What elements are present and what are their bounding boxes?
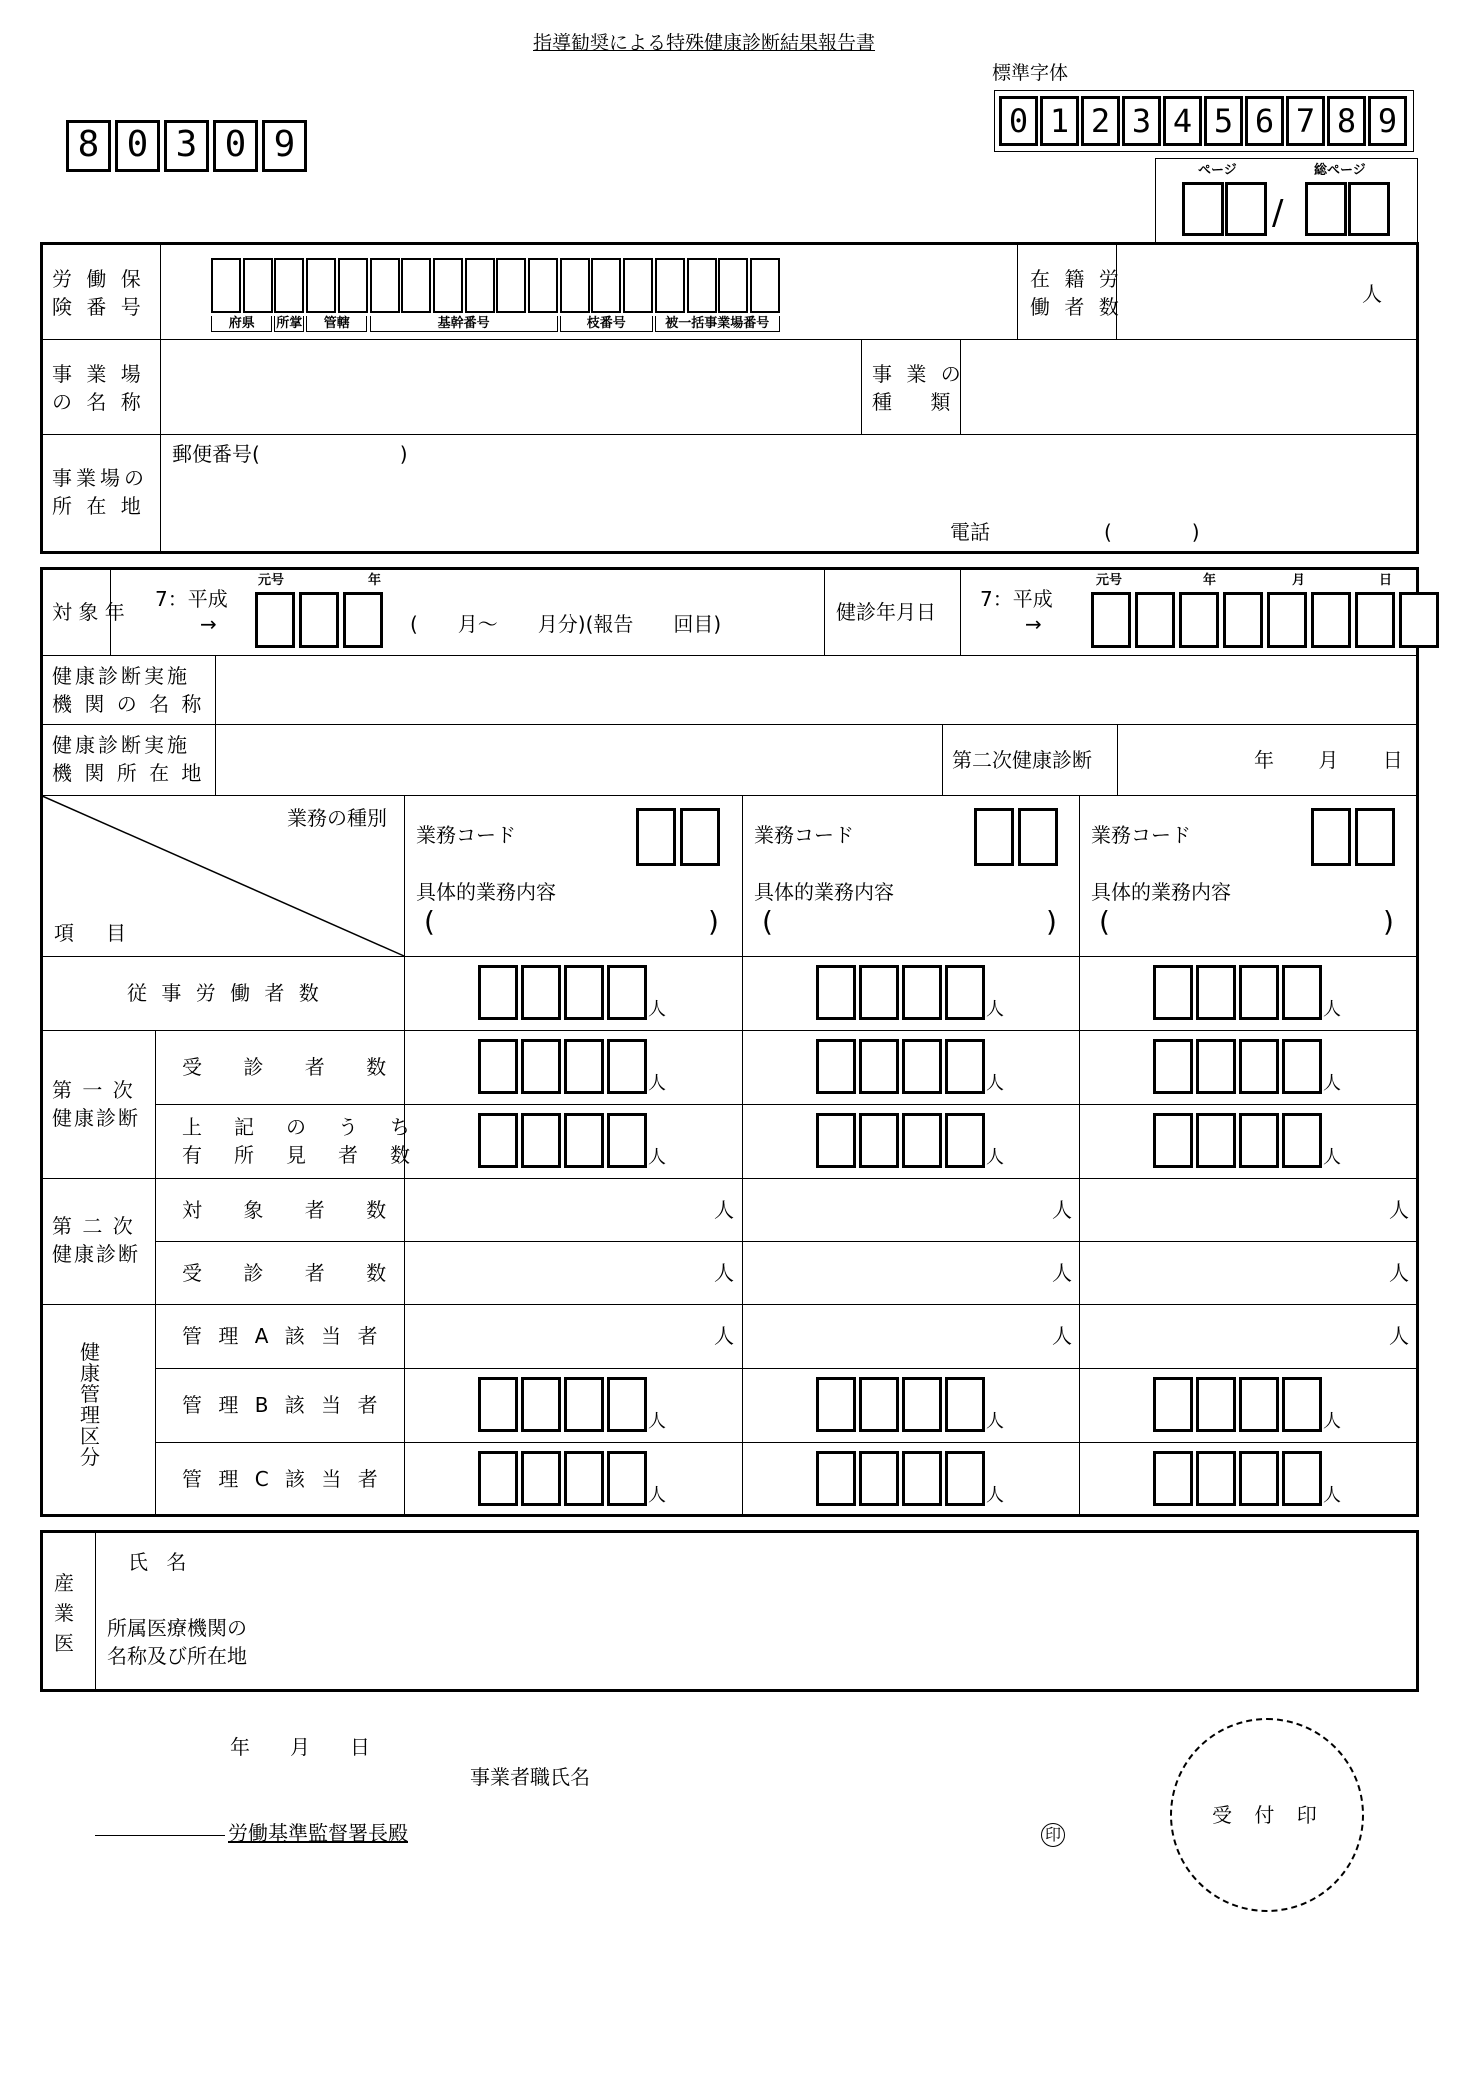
- exam-year-label: 年: [1203, 573, 1217, 588]
- exam-date-input[interactable]: [1135, 592, 1175, 648]
- mgmt-b-unit: 人: [1323, 1411, 1341, 1432]
- first-examinees-unit: 人: [1323, 1073, 1341, 1094]
- target-era-label: 7：平成: [155, 587, 228, 611]
- first-findings-digit-box[interactable]: [1153, 1113, 1193, 1168]
- standard-font-digit: 9: [1368, 96, 1407, 146]
- second-examinees-label: 受 診 者 数: [182, 1261, 392, 1285]
- first-findings-digit-box[interactable]: [607, 1113, 647, 1168]
- first-examinees-digit-box[interactable]: [1239, 1039, 1279, 1094]
- second-examinees-unit: 人: [714, 1261, 734, 1285]
- first-findings-digit-box[interactable]: [902, 1113, 942, 1168]
- insurance-number-box[interactable]: [243, 258, 273, 313]
- exam-date-input[interactable]: [1399, 592, 1439, 648]
- exam-date-input[interactable]: [1267, 592, 1307, 648]
- work-content-paren-close: ): [708, 905, 719, 938]
- exam-date-input[interactable]: [1311, 592, 1351, 648]
- first-findings-digit-box[interactable]: [478, 1113, 518, 1168]
- insurance-number-box[interactable]: [655, 258, 685, 313]
- mgmt-a-input[interactable]: [410, 1312, 710, 1358]
- form-number-digit: 0: [213, 120, 258, 172]
- work-content-paren-close: ): [1383, 905, 1394, 938]
- mgmt-a-label: 管 理 A 該 当 者: [182, 1324, 383, 1348]
- mgmt-c-digit-box[interactable]: [1239, 1451, 1279, 1506]
- insurance-number-box[interactable]: [465, 258, 495, 313]
- mgmt-c-digit-box[interactable]: [478, 1451, 518, 1506]
- page-label: ページ: [1198, 163, 1237, 178]
- insurance-number-box[interactable]: [338, 258, 368, 313]
- first-findings-digit-box[interactable]: [1282, 1113, 1322, 1168]
- mgmt-a-unit: 人: [1389, 1324, 1409, 1348]
- mgmt-c-digit-box[interactable]: [1153, 1451, 1193, 1506]
- insurance-number-box[interactable]: [687, 258, 717, 313]
- mgmt-b-digit-box[interactable]: [902, 1377, 942, 1432]
- mgmt-b-digit-box[interactable]: [945, 1377, 985, 1432]
- health-management-char: 康: [80, 1361, 100, 1385]
- labor-office-input[interactable]: [95, 1795, 225, 1836]
- target-year-label: 対 象 年: [52, 600, 125, 624]
- institution-location-label: 健康診断実施 機 関 所 在 地: [52, 733, 205, 785]
- first-findings-label: 上 記 の う ち 有 所 見 者 数: [182, 1115, 416, 1167]
- insurance-number-box[interactable]: [718, 258, 748, 313]
- target-period[interactable]: ( 月～ 月分)(報告 回目): [410, 612, 722, 636]
- mgmt-c-digit-box[interactable]: [945, 1451, 985, 1506]
- total-page-label: 総ページ: [1314, 163, 1366, 178]
- insurance-sub-label: 被一括事業場番号: [655, 316, 780, 332]
- first-examinees-label: 受 診 者 数: [182, 1055, 392, 1079]
- work-content-paren-open: (: [762, 905, 773, 938]
- form-title: 指導勧奨による特殊健康診断結果報告書: [533, 32, 876, 54]
- mgmt-a-input[interactable]: [1085, 1312, 1385, 1358]
- exam-date-input[interactable]: [1355, 592, 1395, 648]
- second-targets-input[interactable]: [1085, 1186, 1385, 1232]
- target-era-arrow: →: [200, 612, 217, 636]
- second-targets-input[interactable]: [748, 1186, 1048, 1232]
- standard-font-label: 標準字体: [992, 62, 1069, 84]
- workers-digit-box[interactable]: [902, 965, 942, 1020]
- physician-institution-label: 所属医療機関の 名称及び所在地: [107, 1616, 247, 1668]
- form-number-digit: 3: [164, 120, 209, 172]
- exam-era-label: 7：平成: [980, 587, 1053, 611]
- insurance-sub-label: 府県: [211, 316, 272, 332]
- enrolled-workers-input[interactable]: [1120, 246, 1350, 336]
- mgmt-c-unit: 人: [1323, 1485, 1341, 1506]
- mgmt-b-label: 管 理 B 該 当 者: [182, 1393, 383, 1417]
- form-number-digit: 8: [66, 120, 111, 172]
- occupational-physician-char: 産: [54, 1571, 74, 1595]
- insurance-number-box[interactable]: [306, 258, 336, 313]
- standard-font-digit: 8: [1327, 96, 1366, 146]
- mgmt-b-digit-box[interactable]: [478, 1377, 518, 1432]
- health-management-label: [80, 1342, 110, 1468]
- workers-digit-box[interactable]: [607, 965, 647, 1020]
- work-content-label: 具体的業務内容: [754, 880, 894, 904]
- standard-font-digit: 2: [1081, 96, 1120, 146]
- first-examinees-digit-box[interactable]: [945, 1039, 985, 1094]
- mgmt-b-digit-box[interactable]: [564, 1377, 604, 1432]
- total-page-input-1[interactable]: [1305, 182, 1347, 236]
- insurance-label: 労 働 保 険 番 号: [52, 267, 145, 319]
- mgmt-b-digit-box[interactable]: [1282, 1377, 1322, 1432]
- first-examinees-digit-box[interactable]: [902, 1039, 942, 1094]
- work-code-input[interactable]: [680, 808, 720, 866]
- workers-digit-box[interactable]: [859, 965, 899, 1020]
- mgmt-b-digit-box[interactable]: [1153, 1377, 1193, 1432]
- work-content-paren-close: ): [1046, 905, 1057, 938]
- mgmt-a-unit: 人: [1052, 1324, 1072, 1348]
- second-examinees-input[interactable]: [1085, 1249, 1385, 1295]
- mgmt-c-digit-box[interactable]: [564, 1451, 604, 1506]
- work-content-label: 具体的業務内容: [1091, 880, 1231, 904]
- first-examinees-digit-box[interactable]: [859, 1039, 899, 1094]
- first-examinees-digit-box[interactable]: [607, 1039, 647, 1094]
- work-content-paren-open: (: [1099, 905, 1110, 938]
- first-findings-digit-box[interactable]: [816, 1113, 856, 1168]
- exam-date-label: 健診年月日: [836, 600, 936, 624]
- employer-name-label: 事業者職氏名: [470, 1765, 590, 1789]
- standard-font-digit: 1: [1040, 96, 1079, 146]
- standard-font-digit: 7: [1286, 96, 1325, 146]
- workers-digit-box[interactable]: [1239, 965, 1279, 1020]
- workers-digit-box[interactable]: [564, 965, 604, 1020]
- workers-label: 従 事 労 働 者 数: [127, 981, 323, 1005]
- insurance-number-box[interactable]: [560, 258, 590, 313]
- workers-digit-box[interactable]: [816, 965, 856, 1020]
- physician-institution-input[interactable]: [280, 1610, 1410, 1680]
- second-examinees-unit: 人: [1389, 1261, 1409, 1285]
- workers-digit-box[interactable]: [1153, 965, 1193, 1020]
- second-examinees-input[interactable]: [748, 1249, 1048, 1295]
- standard-font-digit: 3: [1122, 96, 1161, 146]
- mgmt-b-digit-box[interactable]: [521, 1377, 561, 1432]
- mgmt-b-digit-box[interactable]: [1196, 1377, 1236, 1432]
- business-location-label: 事業場の 所 在 地: [52, 466, 148, 518]
- employer-name-input[interactable]: [600, 1760, 1020, 1800]
- mgmt-b-digit-box[interactable]: [859, 1377, 899, 1432]
- insurance-number-box[interactable]: [370, 258, 400, 313]
- labor-office-addressee: 労働基準監督署長殿: [228, 1821, 408, 1845]
- workers-digit-box[interactable]: [1196, 965, 1236, 1020]
- work-content-label: 具体的業務内容: [416, 880, 556, 904]
- mgmt-c-digit-box[interactable]: [859, 1451, 899, 1506]
- insurance-sub-label: 基幹番号: [370, 316, 558, 332]
- form-number-digit: 0: [115, 120, 160, 172]
- target-year-input-1[interactable]: [299, 592, 339, 648]
- first-findings-digit-box[interactable]: [1239, 1113, 1279, 1168]
- business-name-label: 事 業 場 の 名 称: [52, 362, 145, 414]
- physician-name-input[interactable]: [210, 1540, 1410, 1580]
- workers-unit: 人: [986, 999, 1004, 1020]
- first-findings-digit-box[interactable]: [859, 1113, 899, 1168]
- first-examinees-digit-box[interactable]: [564, 1039, 604, 1094]
- occupational-physician-char: 業: [54, 1601, 74, 1625]
- page-input-2[interactable]: [1225, 182, 1267, 236]
- first-findings-digit-box[interactable]: [521, 1113, 561, 1168]
- health-management-char: 管: [80, 1382, 100, 1406]
- postal-code-field[interactable]: 郵便番号( ): [172, 442, 408, 466]
- second-examinees-input[interactable]: [410, 1249, 710, 1295]
- second-targets-label: 対 象 者 数: [182, 1198, 392, 1222]
- exam-era-arrow: →: [1025, 612, 1042, 636]
- mgmt-c-label: 管 理 C 該 当 者: [182, 1467, 383, 1491]
- item-header: 項 目: [54, 921, 132, 945]
- workers-digit-box[interactable]: [478, 965, 518, 1020]
- second-targets-unit: 人: [1052, 1198, 1072, 1222]
- mgmt-c-digit-box[interactable]: [521, 1451, 561, 1506]
- exam-month-label: 月: [1292, 573, 1306, 588]
- second-targets-input[interactable]: [410, 1186, 710, 1232]
- insurance-sub-label: 所掌: [276, 316, 303, 331]
- insurance-sub-label: 枝番号: [560, 316, 653, 332]
- work-type-header: 業務の種別: [287, 806, 387, 830]
- second-examinees-unit: 人: [1052, 1261, 1072, 1285]
- insurance-number-box[interactable]: [274, 258, 304, 313]
- total-page-input-2[interactable]: [1348, 182, 1390, 236]
- insurance-number-box[interactable]: [623, 258, 653, 313]
- mgmt-c-digit-box[interactable]: [1196, 1451, 1236, 1506]
- second-targets-unit: 人: [1389, 1198, 1409, 1222]
- work-code-input[interactable]: [1311, 808, 1351, 866]
- standard-font-digit: 4: [1163, 96, 1202, 146]
- first-exam-label: 第 一 次 健康診断: [52, 1078, 140, 1130]
- target-era-input[interactable]: [255, 592, 295, 648]
- first-examinees-digit-box[interactable]: [478, 1039, 518, 1094]
- first-findings-digit-box[interactable]: [564, 1113, 604, 1168]
- workers-digit-box[interactable]: [945, 965, 985, 1020]
- mgmt-c-digit-box[interactable]: [816, 1451, 856, 1506]
- insurance-number-box[interactable]: [591, 258, 621, 313]
- mgmt-c-digit-box[interactable]: [902, 1451, 942, 1506]
- insurance-sub-label: 管轄: [306, 316, 367, 332]
- seal-mark: 印: [1041, 1823, 1065, 1847]
- first-examinees-digit-box[interactable]: [521, 1039, 561, 1094]
- first-examinees-unit: 人: [986, 1073, 1004, 1094]
- first-findings-digit-box[interactable]: [945, 1113, 985, 1168]
- work-code-input[interactable]: [636, 808, 676, 866]
- mgmt-c-digit-box[interactable]: [1282, 1451, 1322, 1506]
- work-code-label: 業務コード: [416, 823, 516, 847]
- form-number-digit: 9: [262, 120, 307, 172]
- second-targets-unit: 人: [714, 1198, 734, 1222]
- mgmt-c-unit: 人: [648, 1485, 666, 1506]
- work-code-input[interactable]: [1018, 808, 1058, 866]
- work-content-paren-open: (: [424, 905, 435, 938]
- institution-location-input[interactable]: [220, 728, 938, 792]
- first-examinees-digit-box[interactable]: [816, 1039, 856, 1094]
- second-exam-date-label: 第二次健康診断: [952, 748, 1092, 772]
- institution-name-label: 健康診断実施 機 関 の 名 称: [52, 664, 205, 716]
- occupational-physician-label: [54, 1568, 84, 1658]
- report-date[interactable]: 年 月 日: [230, 1735, 370, 1759]
- insurance-number-box[interactable]: [211, 258, 241, 313]
- health-management-char: 分: [80, 1445, 100, 1469]
- mgmt-b-unit: 人: [648, 1411, 666, 1432]
- business-name-input[interactable]: [165, 343, 855, 431]
- enrolled-workers-unit: 人: [1362, 282, 1382, 306]
- standard-font-digit: 6: [1245, 96, 1284, 146]
- workers-unit: 人: [648, 999, 666, 1020]
- year-label: 年: [368, 573, 382, 588]
- phone-area-code[interactable]: ( ): [1104, 520, 1200, 544]
- work-content-input[interactable]: [438, 906, 700, 946]
- first-examinees-digit-box[interactable]: [1153, 1039, 1193, 1094]
- exam-gengo-label: 元号: [1096, 573, 1123, 588]
- mgmt-b-digit-box[interactable]: [816, 1377, 856, 1432]
- insurance-number-box[interactable]: [496, 258, 526, 313]
- second-exam-label: 第 二 次 健康診断: [52, 1214, 140, 1266]
- mgmt-c-digit-box[interactable]: [607, 1451, 647, 1506]
- first-findings-digit-box[interactable]: [1196, 1113, 1236, 1168]
- standard-font-digit: 0: [999, 96, 1038, 146]
- first-examinees-digit-box[interactable]: [1282, 1039, 1322, 1094]
- work-code-input[interactable]: [1355, 808, 1395, 866]
- institution-name-input[interactable]: [220, 659, 1414, 721]
- mgmt-a-input[interactable]: [748, 1312, 1048, 1358]
- reception-stamp-label: 受 付 印: [1212, 1803, 1325, 1827]
- phone-label: 電話: [950, 520, 990, 544]
- mgmt-c-unit: 人: [986, 1485, 1004, 1506]
- insurance-number-box[interactable]: [401, 258, 431, 313]
- enrolled-workers-label: 在 籍 労 働 者 数: [1030, 267, 1123, 319]
- first-findings-unit: 人: [648, 1147, 666, 1168]
- gengo-label: 元号: [258, 573, 285, 588]
- exam-day-label: 日: [1379, 573, 1393, 588]
- workers-unit: 人: [1323, 999, 1341, 1020]
- first-examinees-digit-box[interactable]: [1196, 1039, 1236, 1094]
- mgmt-b-digit-box[interactable]: [1239, 1377, 1279, 1432]
- health-management-char: 区: [80, 1424, 100, 1448]
- work-code-label: 業務コード: [754, 823, 854, 847]
- work-content-input[interactable]: [1113, 906, 1375, 946]
- business-type-input[interactable]: [965, 343, 1415, 431]
- standard-font-digit: 5: [1204, 96, 1243, 146]
- mgmt-b-digit-box[interactable]: [607, 1377, 647, 1432]
- insurance-number-box[interactable]: [528, 258, 558, 313]
- workers-digit-box[interactable]: [521, 965, 561, 1020]
- mgmt-a-unit: 人: [714, 1324, 734, 1348]
- health-management-char: 理: [80, 1403, 100, 1427]
- health-management-char: 健: [80, 1340, 100, 1364]
- work-code-label: 業務コード: [1091, 823, 1191, 847]
- work-content-input[interactable]: [776, 906, 1038, 946]
- physician-name-label: 氏 名: [128, 1550, 193, 1574]
- exam-date-input[interactable]: [1179, 592, 1219, 648]
- page-separator: /: [1272, 193, 1284, 233]
- second-exam-date[interactable]: 年 月 日: [1254, 748, 1409, 772]
- exam-date-input[interactable]: [1223, 592, 1263, 648]
- page-input-1[interactable]: [1182, 182, 1224, 236]
- first-findings-unit: 人: [986, 1147, 1004, 1168]
- occupational-physician-char: 医: [54, 1631, 74, 1655]
- target-year-input-2[interactable]: [343, 592, 383, 648]
- business-type-label: 事 業 の 種 類: [872, 362, 965, 414]
- mgmt-b-unit: 人: [986, 1411, 1004, 1432]
- first-examinees-unit: 人: [648, 1073, 666, 1094]
- exam-date-input[interactable]: [1091, 592, 1131, 648]
- first-findings-unit: 人: [1323, 1147, 1341, 1168]
- insurance-number-box[interactable]: [750, 258, 780, 313]
- insurance-number-box[interactable]: [433, 258, 463, 313]
- workers-digit-box[interactable]: [1282, 965, 1322, 1020]
- work-code-input[interactable]: [974, 808, 1014, 866]
